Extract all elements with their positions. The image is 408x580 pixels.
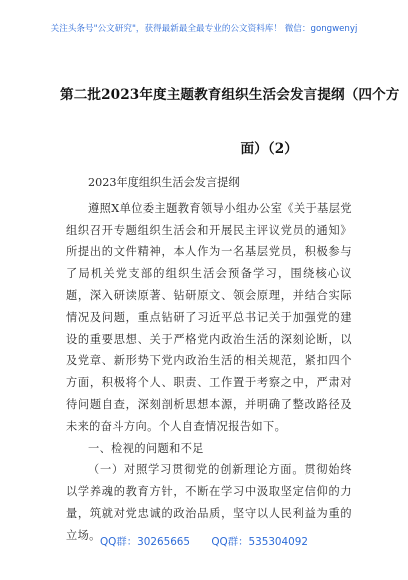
document-body <box>66 172 352 547</box>
document-title-line2: 面）（2） <box>240 141 298 157</box>
footer-qq-group-2: QQ群：535304092 <box>211 536 308 548</box>
footer-contact <box>0 533 408 548</box>
document-subtitle: 2023年度组织生活会发言提纲 <box>88 176 240 189</box>
body-paragraph-intro: 遵照X单位委主题教育领导小组办公室《关于基层党组织召开专题组织生活会和开展民主评议党员的通知》所提出的文件精神，本人作为一名基层党员，积极参与了局机关党支部的组织生活会预备学习，围绕核心议题，深入研读原著、钻研原文、领会原理，并结合实际情况及问题，重点钻研了习近平总书记关于加强党的建设的重要思想、关于严格党内政治生活的深刻论断，以及党章、新形势下党内政治生活的相关规范，紧扣四个方面，积极将个人、职责、工作置于考察之中，严肃对待问题自查，深刻剖析思想本源，并明确了整改路径及未来的奋斗方向。个人自查情况报告如下。 <box>66 201 352 433</box>
document-title <box>60 68 400 176</box>
document-title-line1: 第二批2023年度主题教育组织生活会发言提纲（四个方 <box>60 87 400 103</box>
footer-qq-group-1: QQ群：30265665 <box>100 536 191 548</box>
header-banner: 关注头条号"公文研究"，获得最新最全最专业的公文资料库！ 微信：gongwenyj <box>50 24 358 34</box>
body-paragraph-theory-study: （一）对照学习贯彻党的创新理论方面。贯彻始终以学养魂的教育方针，不断在学习中汲取坚定信仰的力量，筑就对党忠诚的政治品质，坚守以人民利益为重的立场。 <box>66 463 352 542</box>
section-heading-problems: 一、检视的问题和不足 <box>88 441 204 455</box>
